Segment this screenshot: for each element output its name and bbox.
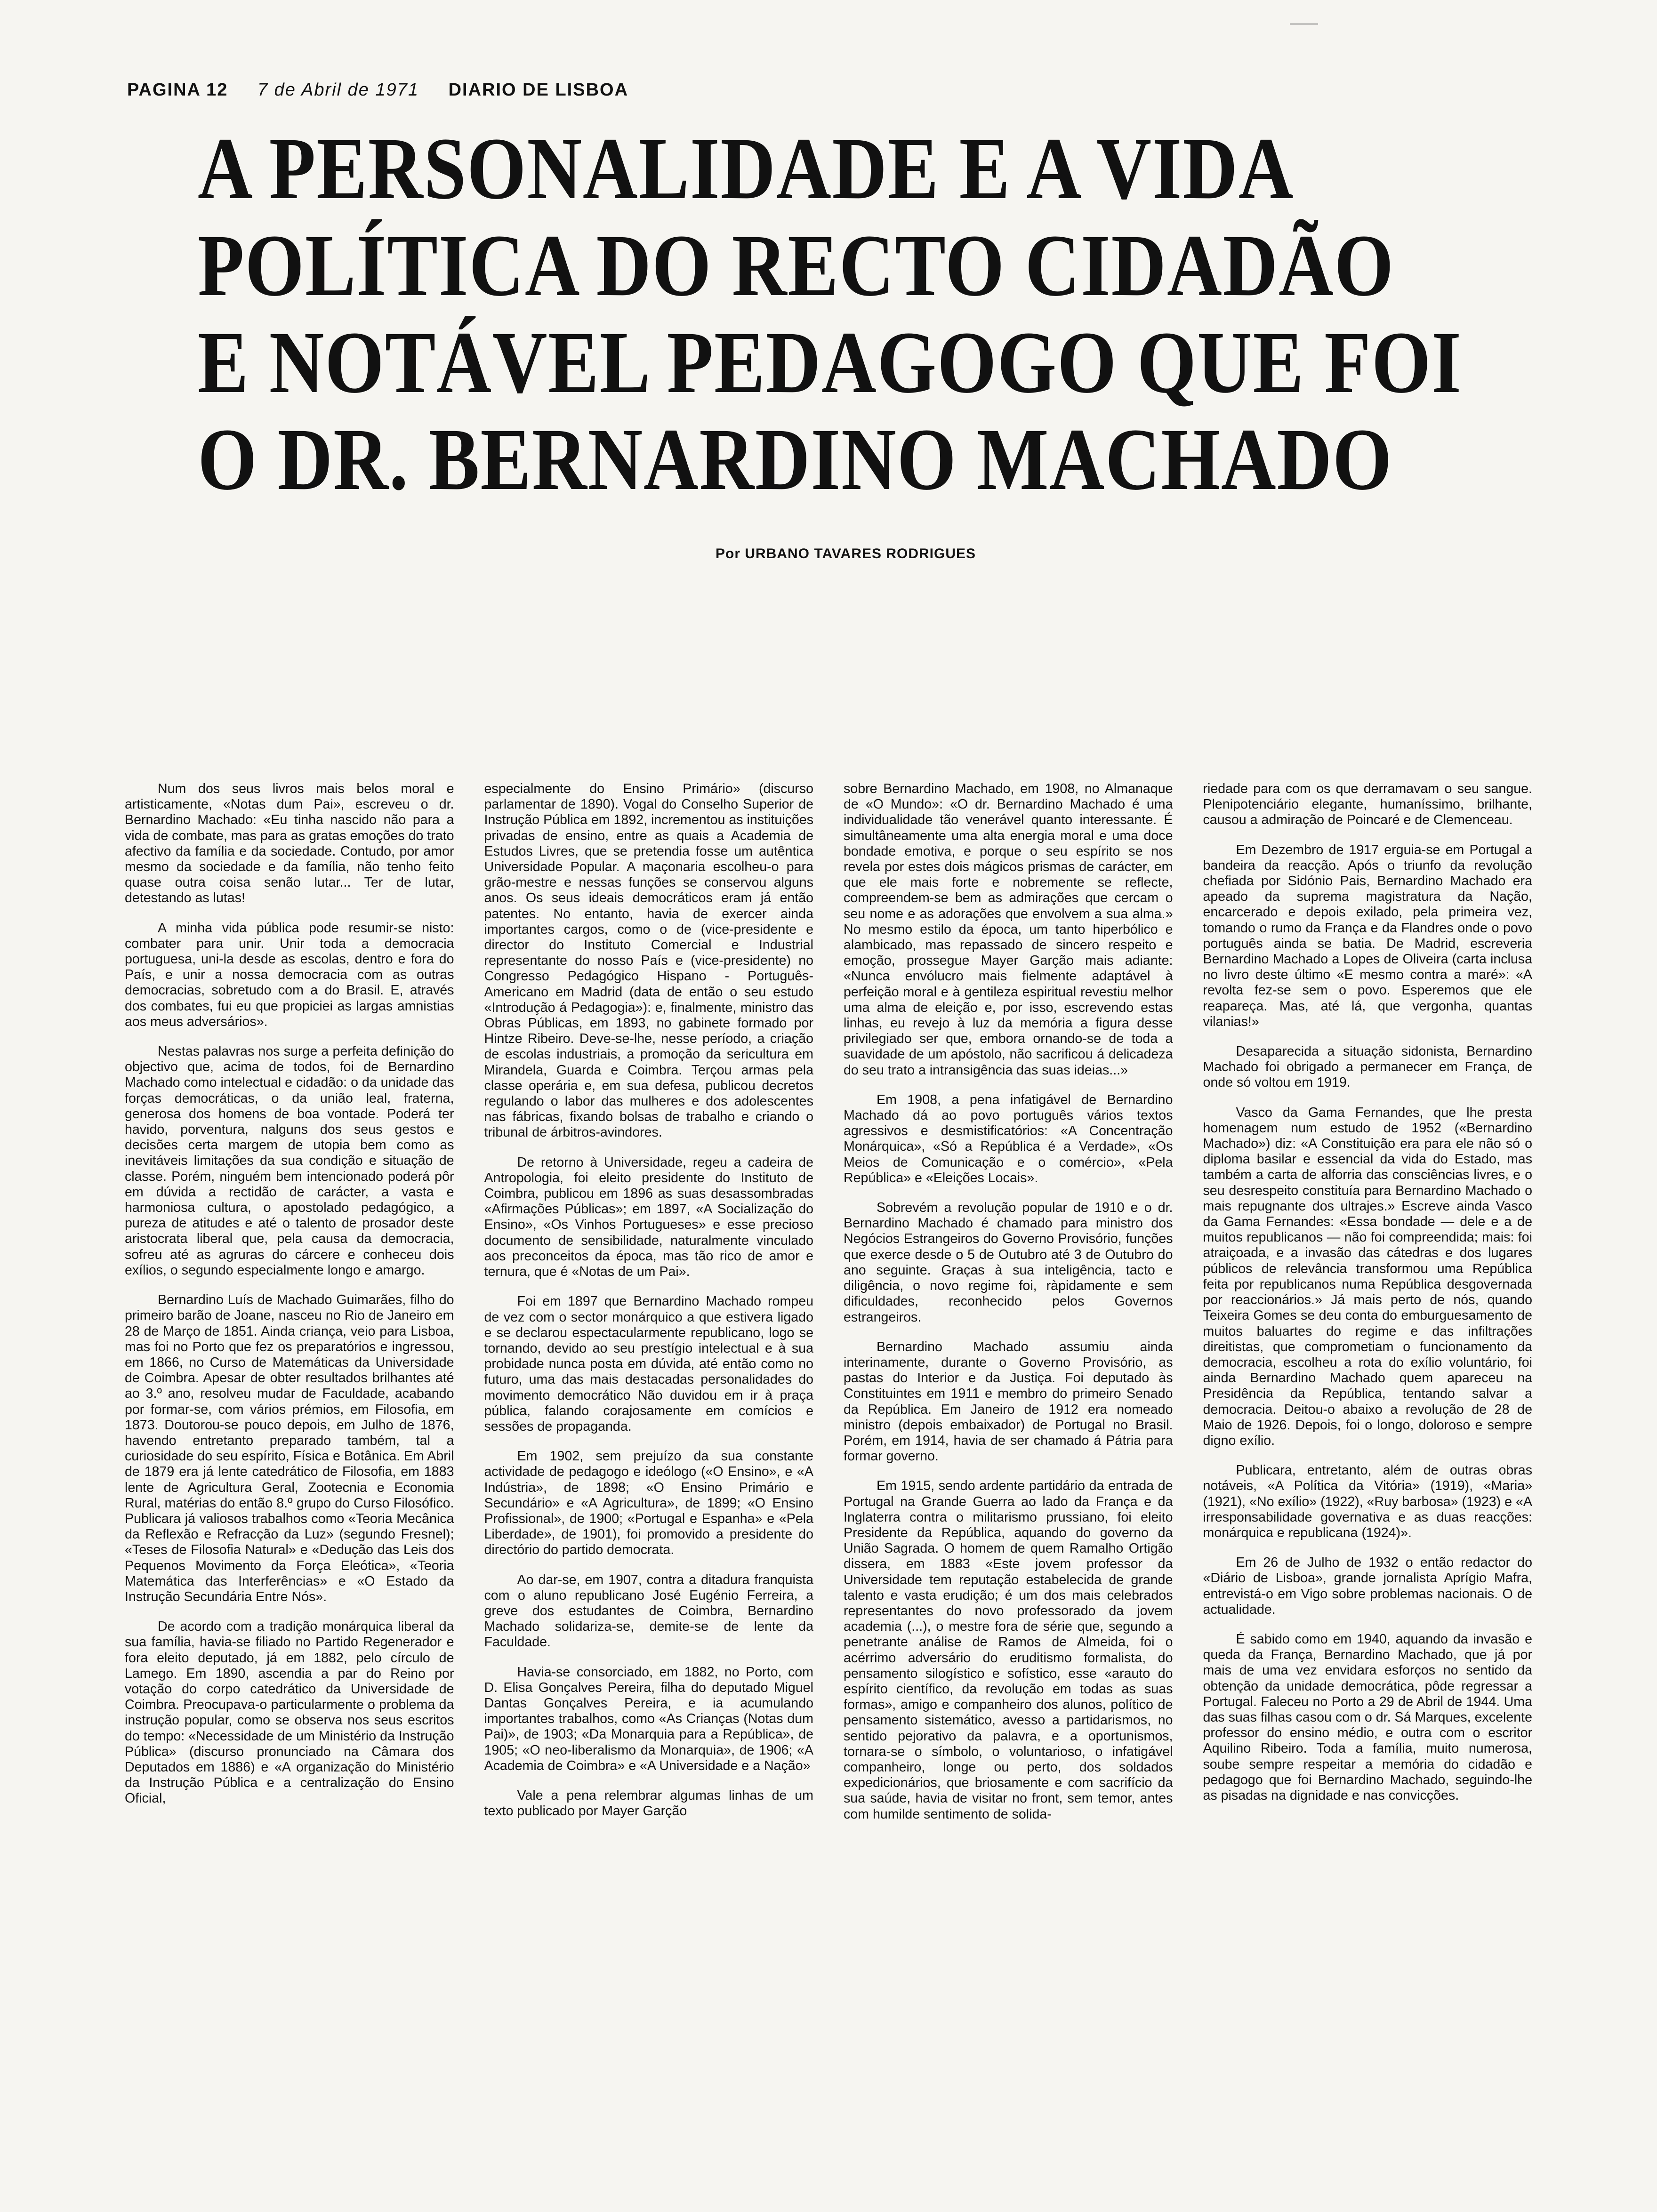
paragraph: Em Dezembro de 1917 erguia-se em Portugal a bandeira da reacção. Após o triunfo da revolução chefiada por Sidónio Pais, Bernardino Machado era apeado da suprema magistratura da Nação, encarcerado e depois exilado, pela primeira vez, tomando o rumo da França e da Flandres onde o povo português ainda se batia. De Madrid, escreveria Bernardino Machado a Lopes de Oliveira (carta inclusa no livro deste último «E mesmo contra a maré»: «A revolta fez-se sem o povo. Esperemos que ele reapareça. Mas, até lá, que vergonha, quantas vilanias!» [1203, 842, 1532, 1029]
article-column-1 [125, 781, 454, 2123]
paragraph: Nestas palavras nos surge a perfeita definição do objectivo que, acima de todos, foi de Bernardino Machado como intelectual e cidadão: o da unidade das forças democráticas, o da união leal, fraterna, generosa dos homens de boa vontade. Poderá ter havido, porventura, nalguns dos seus gestos e decisões certa margem de utopia bem como as inevitáveis limitações da sua condição e situação de classe. Porém, ninguém bem intencionado poderá pôr em dúvida a rectidão de carácter, a vasta e harmoniosa cultura, o apostolado pedagógico, a pureza de atitudes e até o talento de prosador deste aristocrata liberal que, pela causa da democracia, sofreu até as agruras do cárcere e conheceu dois exílios, o segundo especialmente longo e amargo. [125, 1044, 454, 1278]
paragraph: Vale a pena relembrar algumas linhas de um texto publicado por Mayer Garção [484, 1787, 813, 1819]
headline [198, 119, 1462, 508]
article-column-2 [484, 781, 814, 2123]
paragraph: Desaparecida a situação sidonista, Bernardino Machado foi obrigado a permanecer em França, de onde só voltou em 1919. [1203, 1044, 1532, 1090]
paragraph: Num dos seus livros mais belos moral e artisticamente, «Notas dum Pai», escreveu o dr. Bernardino Machado: «Eu tinha nascido não para a vida de combate, mas para as gratas emoções do trato afectivo da família e da sociedade. Contudo, por amor mesmo da sociedade e da família, não tenho feito quase outra coisa senão lutar... Ter de lutar, detestando as lutas! [125, 781, 454, 906]
paragraph: De acordo com a tradição monárquica liberal da sua família, havia-se filiado no Partido Regenerador e fora eleito deputado, já em 1882, pelo círculo de Lamego. Em 1890, ascendia a par do Reino por votação do corpo catedrático da Universidade de Coimbra. Preocupava-o particularmente o problema da instrução popular, como se observa nos seus escritos do tempo: «Necessidade de um Ministério da Instrução Pública» (discurso pronunciado na Câmara dos Deputados em 1886) e «A organização do Ministério da Instrução Pública e a centralização do Ensino Oficial, [125, 1619, 454, 1806]
paragraph: Vasco da Gama Fernandes, que lhe presta homenagem num estudo de 1952 («Bernardino Machado») diz: «A Constituição era para ele não só o diploma basilar e essencial da vida do Estado, mas também a carta de alforria das consciências livres, e o seu desrespeito constituía para Bernardino Machado o mais repugnante dos ultrajes.» Escreve ainda Vasco da Gama Fernandes: «Essa bondade — dele e a de muitos republicanos — não foi compreendida; mais: foi atraiçoada, e a invasão das cátedras e dos lugares públicos de relevância transformou uma República feita por republicanos numa República desgovernada por reaccionários.» Já mais perto de nós, quando Teixeira Gomes se deu conta do emburguesamento de muitos baluartes do regime e das infiltrações direitistas, que comprometiam o funcionamento da democracia, escolheu a rota do exílio voluntário, foi ainda Bernardino Machado quem apareceu na Presidência da República, tentando salvar a democracia. Deitou-o abaixo a revolução de 28 de Maio de 1926. Depois, foi o longo, doloroso e sempre digno exílio. [1203, 1105, 1532, 1448]
paragraph: Em 1915, sendo ardente partidário da entrada de Portugal na Grande Guerra ao lado da França e da Inglaterra contra o militarismo prussiano, foi eleito Presidente da República, aquando do governo da União Sagrada. O homem de quem Ramalho Ortigão dissera, em 1883 «Este jovem professor da Universidade tem reputação estabelecida de grande talento e vasta erudição; é um dos mais celebrados representantes do novo professorado da jovem academia (...), o mestre fora de série que, segundo a penetrante análise de Ramos de Almeida, foi o acérrimo adversário do eruditismo formalista, do pensamento silogístico e sofístico, esse «arauto do espírito científico, da revolução em todas as suas formas», amigo e companheiro dos alunos, político de pensamento sistemático, avesso a partidarismos, no sentido pejorativo da palavra, e a oportunismos, tornara-se o símbolo, o voluntarioso, o infatigável companheiro, longe ou perto, dos soldados expedicionários, que briosamente e com sacrifício da sua saúde, havia de visitar no front, sem temor, antes com humilde sentimento de solida- [844, 1478, 1173, 1822]
page-number: PAGINA 12 [127, 80, 228, 100]
newspaper-name: DIARIO DE LISBOA [448, 80, 629, 100]
headline-line-2: POLÍTICA DO RECTO CIDADÃO [198, 216, 1394, 314]
paragraph: Bernardino Luís de Machado Guimarães, filho do primeiro barão de Joane, nasceu no Rio de Janeiro em 28 de Março de 1851. Ainda criança, veio para Lisboa, mas foi no Porto que fez os preparatórios e ingressou, em 1866, no Curso de Matemáticas da Universidade de Coimbra. Apesar de obter resultados brilhantes até ao 3.º ano, resolveu mudar de Faculdade, acabando por formar-se, com vários prémios, em Filosofia, em 1873. Doutorou-se pouco depois, em Julho de 1876, havendo entretanto preparado também, tal a curiosidade do seu espírito, Física e Botânica. Em Abril de 1879 era já lente catedrático de Filosofia, em 1883 lente de Agricultura Geral, Zootecnia e Economia Rural, matérias do então 8.º grupo do Curso Filosófico. Publicara já valiosos trabalhos como «Teoria Mecânica da Reflexão e Refracção da Luz» (segundo Fresnel); «Teses de Filosofia Natural» e «Dedução das Leis dos Pequenos Movimento da Força Eleótica», «Teoria Matemática das Interferências» e «O Estado da Instrução Secundária Entre Nós». [125, 1292, 454, 1604]
article-body [125, 781, 1532, 2123]
article-column-3 [844, 781, 1173, 2123]
headline-line-3: E NOTÁVEL PEDAGOGO QUE FOI [198, 313, 1462, 411]
paragraph: Havia-se consorciado, em 1882, no Porto, com D. Elisa Gonçalves Pereira, filha do deputado Miguel Dantas Gonçalves Pereira, e ia acumulando importantes trabalhos, como «As Crianças (Notas dum Pai)», de 1903; «Da Monarquia para a República», de 1905; «O neo-liberalismo da Monarquia», de 1906; «A Academia de Coimbra» e «A Universidade e a Nação» [484, 1664, 813, 1773]
paragraph: É sabido como em 1940, aquando da invasão e queda da França, Bernardino Machado, que já por mais de uma vez envidara esforços no sentido da obtenção da unidade democrática, pôde regressar a Portugal. Faleceu no Porto a 29 de Abril de 1944. Uma das suas filhas casou com o dr. Sá Marques, excelente professor do ensino médio, e outra com o escritor Aquilino Ribeiro. Toda a família, muito numerosa, soube sempre respeitar a memória do cidadão e pedagogo que foi Bernardino Machado, seguindo-lhe as pisadas na dignidade e nas convicções. [1203, 1631, 1532, 1803]
paragraph: Em 26 de Julho de 1932 o então redactor do «Diário de Lisboa», grande jornalista Aprígio Mafra, entrevistá-o em Vigo sobre problemas nacionais. O de actualidade. [1203, 1555, 1532, 1617]
article-column-4 [1203, 781, 1533, 2123]
paragraph: especialmente do Ensino Primário» (discurso parlamentar de 1890). Vogal do Conselho Superior de Instrução Pública em 1892, incrementou as instituições privadas de ensino, entre as quais a Academia de Estudos Livres, que se pretendia fosse um autêntica Universidade Popular. A maçonaria escolheu-o para grão-mestre e nessas funções se conservou alguns anos. Os seus ideais democráticos eram já então patentes. No entanto, havia de exercer ainda importantes cargos, como o de (vice-presidente e director do Instituto Comercial e Industrial representante do nosso País e (vice-presidente) no Congresso Pedagógico Hispano - Português-Americano em Madrid (data de então o seu estudo «Introdução á Pedagogia»): e, finalmente, ministro das Obras Públicas, em 1893, no gabinete formado por Hintze Ribeiro. Deve-se-lhe, nesse período, a criação de escolas industriais, a promoção da sericultura em Mirandela, Guarda e Coimbra. Terçou armas pela classe operária e, em sua defesa, publicou decretos regulando o labor das mulheres e dos adolescentes nas fábricas, fixando bolsas de trabalho e criando o tribunal de árbitros-avindores. [484, 781, 813, 1140]
paragraph: A minha vida pública pode resumir-se nisto: combater para unir. Unir toda a democracia portuguesa, uni-la desde as escolas, dentro e fora do País, e unir a nossa democracia com as outras democracias, sobretudo com a do Brasil. E, através dos combates, fui eu que propiciei as largas amnistias aos meus adversários». [125, 920, 454, 1029]
paragraph: Ao dar-se, em 1907, contra a ditadura franquista com o aluno republicano José Eugénio Ferreira, a greve dos estudantes de Coimbra, Bernardino Machado solidariza-se, demite-se de lente da Faculdade. [484, 1572, 813, 1650]
byline: Por URBANO TAVARES RODRIGUES [716, 546, 976, 561]
paragraph: Em 1902, sem prejuízo da sua constante actividade de pedagogo e ideólogo («O Ensino», e «A Indústria», de 1898; «O Ensino Primário e Secundário» e «A Agricultura», de 1899; «O Ensino Profissional», de 1900; «Portugal e Espanha» e «Pela Liberdade», de 1901), foi promovido a presidente do directório do partido democrata. [484, 1449, 813, 1558]
masthead [127, 80, 652, 100]
paragraph: riedade para com os que derramavam o seu sangue. Plenipotenciário elegante, humaníssimo, brilhante, causou a admiração de Poincaré e de Clemenceau. [1203, 781, 1532, 828]
paragraph: Em 1908, a pena infatigável de Bernardino Machado dá ao povo português vários textos agressivos e desmistificatórios: «A Concentração Monárquica», «Só a República é a Verdade», «Os Meios de Comunicação e o comércio», «Pela República» e «Eleições Locais». [844, 1092, 1173, 1186]
headline-line-1: A PERSONALIDADE E A VIDA [198, 119, 1295, 217]
paragraph: sobre Bernardino Machado, em 1908, no Almanaque de «O Mundo»: «O dr. Bernardino Machado é uma individualidade tão venerável quanto interessante. É simultâneamente uma alta energia moral e uma doce bondade emotiva, e porque o seu espírito se nos revela por estes dois mágicos prismas de carácter, em que ele mais forte e nobremente se reflecte, compreendem-se bem as admirações que cercam o seu nome e as adorações que envolvem a sua alma.» No mesmo estilo da época, um tanto hiperbólico e alambicado, mas repassado de sincero respeito e emoção, prossegue Mayer Garção mais adiante: «Nunca envólucro mais fielmente adaptável à perfeição moral e à gentileza espiritual revestiu melhor uma alma de eleição e, por isso, escrevendo estas linhas, eu revejo à luz da memória a figura desse privilegiado ser que, embora ornando-se de toda a suavidade de um apóstolo, não sacrificou á delicadeza do seu trato a intransigência das suas ideias...» [844, 781, 1173, 1078]
paragraph: Publicara, entretanto, além de outras obras notáveis, «A Política da Vitória» (1919), «Maria» (1921), «No exílio» (1922), «Ruy barbosa» (1923) e «A irresponsabilidade governativa e as duas reacções: monárquica e republicana (1924)». [1203, 1463, 1532, 1540]
headline-line-4: O DR. BERNARDINO MACHADO [198, 410, 1393, 508]
paragraph: Foi em 1897 que Bernardino Machado rompeu de vez com o sector monárquico a que estivera ligado e se declarou espectacularmente republicano, logo se tornando, devido ao seu prestígio intelectual e à sua probidade nunca posta em dúvida, até então como no futuro, uma das mais destacadas personalidades do movimento democrático Não duvidou em ir à praça pública, falando corajosamente em comícios e sessões de propaganda. [484, 1294, 813, 1434]
paragraph: Sobrevém a revolução popular de 1910 e o dr. Bernardino Machado é chamado para ministro dos Negócios Estrangeiros do Governo Provisório, funções que exerce desde o 5 de Outubro até 3 de Outubro do ano seguinte. Graças à sua inteligência, tacto e diligência, o novo regime foi, ràpidamente e sem dificuldades, reconhecido pelos Governos estrangeiros. [844, 1200, 1173, 1325]
issue-date: 7 de Abril de 1971 [257, 80, 419, 100]
paragraph: Bernardino Machado assumiu ainda interinamente, durante o Governo Provisório, as pastas do Interior e da Justiça. Foi deputado às Constituintes em 1911 e membro do primeiro Senado da República. Em Janeiro de 1912 era nomeado ministro (depois embaixador) de Portugal no Brasil. Porém, em 1914, havia de ser chamado á Pátria para formar governo. [844, 1339, 1173, 1464]
paragraph: De retorno à Universidade, regeu a cadeira de Antropologia, foi eleito presidente do Instituto de Coimbra, publicou em 1896 as suas desassombradas «Afirmações Públicas»; em 1897, «A Socialização do Ensino», «Os Vinhos Portugueses» e esse precioso documento de sensibilidade, naturalmente vinculado aos preconceitos da época, mas tão rico de amor e ternura, que é «Notas de um Pai». [484, 1154, 813, 1280]
